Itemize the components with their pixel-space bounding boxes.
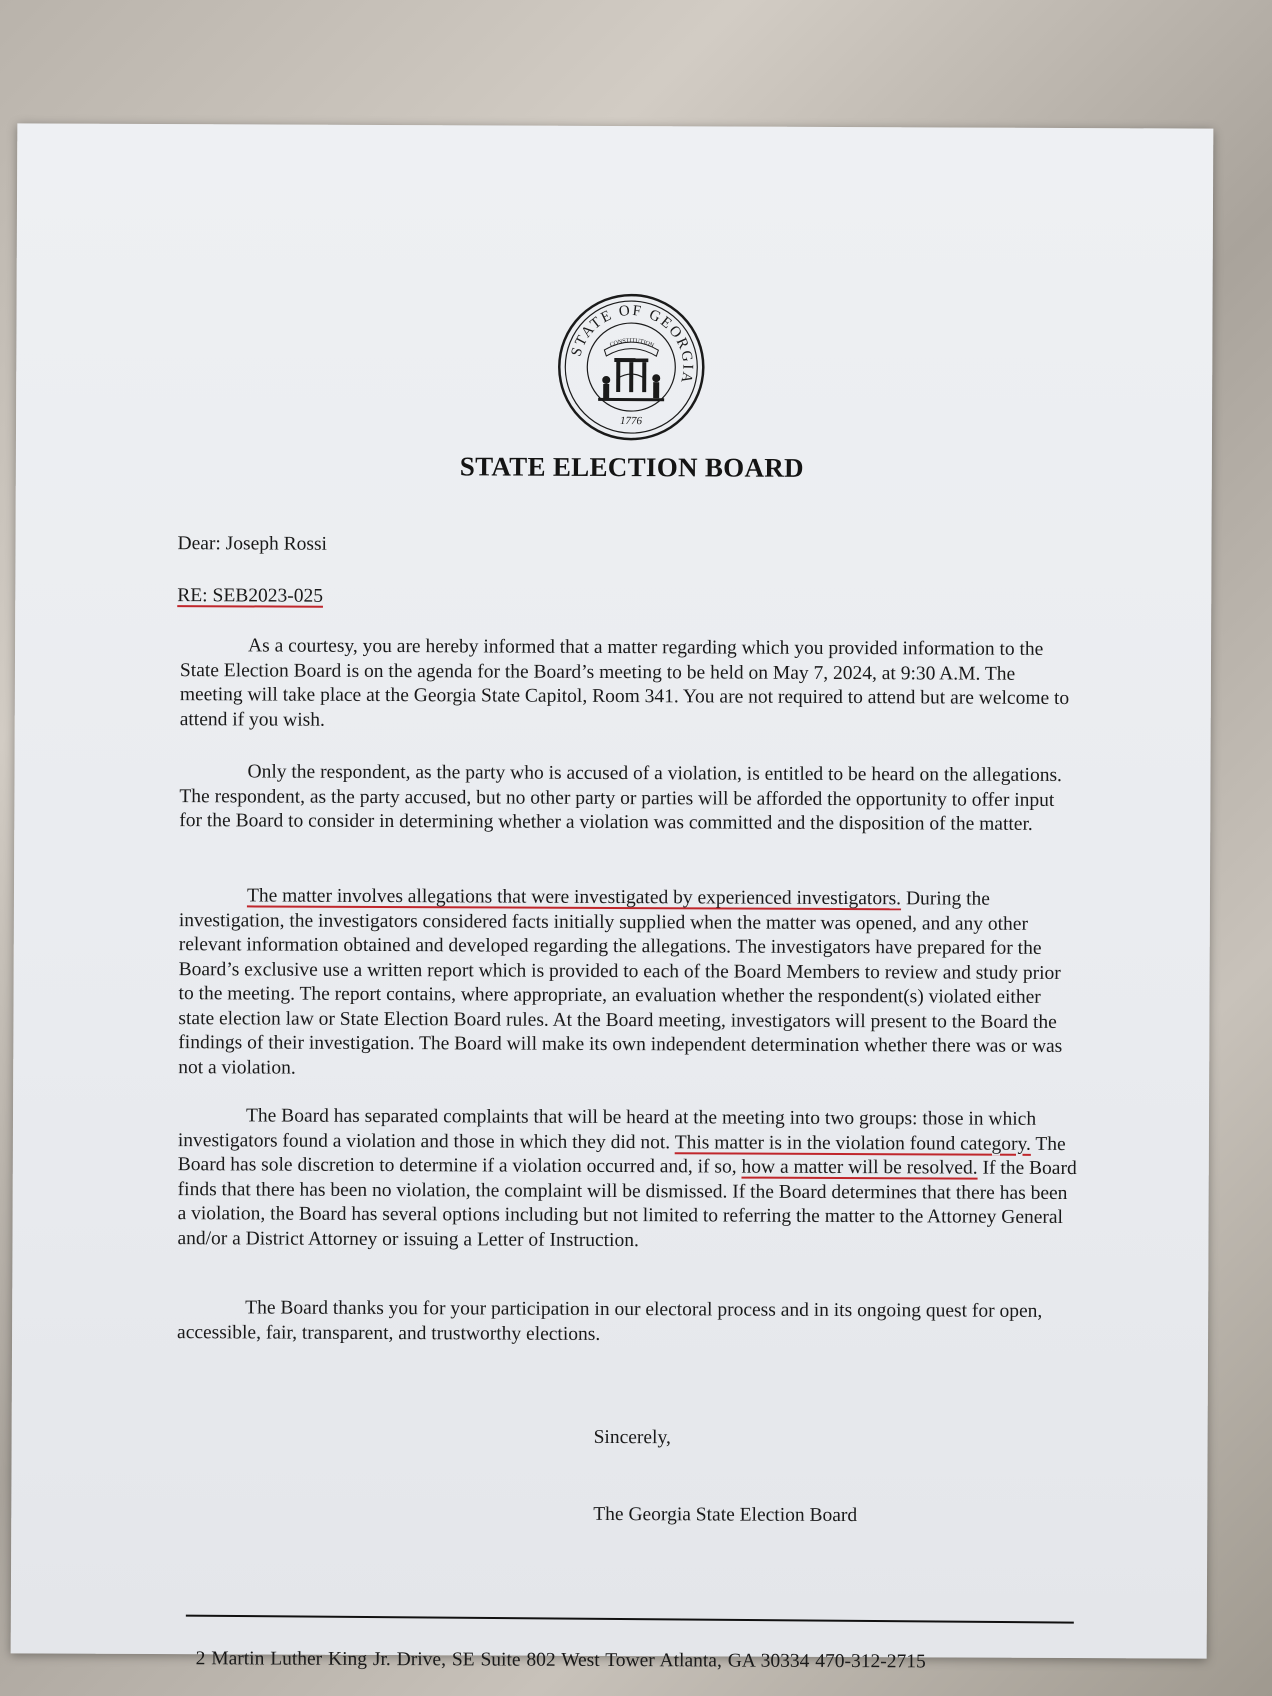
page-title: STATE ELECTION BOARD bbox=[459, 451, 804, 483]
highlighted-sentence-investigators: The matter involves allegations that were investigated by experienced investigators. bbox=[246, 885, 902, 910]
paragraph-2-text: Only the respondent, as the party who is accused of a violation, is entitled to be heard on the allegations. The respondent, as the party accused, but no other party or parties will be afforded the opportunity to offer input for the Board to consider in determining whether a violation was committed and the disposition of the matter. bbox=[179, 761, 1063, 835]
highlighted-sentence-violation-found: This matter is in the violation found category. bbox=[674, 1131, 1031, 1155]
svg-text:1776: 1776 bbox=[620, 415, 643, 428]
paragraph-1-text: As a courtesy, you are hereby informed that a matter regarding which you provided information to the State Election Board is on the agenda for the Board’s meeting to be held on May 7, 2024, at 9:30 A.M. The meeting will take place at the Georgia State Capitol, Room 341. You are not required to attend but are welcome to attend if you wish. bbox=[179, 635, 1070, 731]
paragraph-3 bbox=[178, 884, 1079, 1084]
closing: Sincerely, bbox=[593, 1426, 671, 1449]
footer-divider bbox=[186, 1615, 1074, 1624]
letter-page bbox=[11, 123, 1214, 1673]
paragraph-4-start: The Board has separated complaints that will be heard at the meeting into two groups: those in which investigators found a violation and those in which they did not. bbox=[177, 1105, 1037, 1153]
paragraph-4-mid: The Board has sole discretion to determine if a violation occurred and, if so, bbox=[177, 1133, 1066, 1178]
paragraph-1 bbox=[180, 634, 1080, 736]
highlighted-phrase-resolved: how a matter will be resolved. bbox=[741, 1156, 978, 1179]
georgia-state-seal bbox=[556, 292, 707, 443]
salutation: Dear: Joseph Rossi bbox=[177, 533, 328, 555]
paragraph-3-text: During the investigation, the investigators considered facts initially supplied when the matter was opened, and any other relevant information obtained and developed regarding the allegations. The investigators have prepared for the Board’s exclusive use a written report which is provided to each of the Board Members to review and study prior to the meeting. The report contains, where appropriate, an evaluation whether the respondent(s) violated either state election law or State Election Board rules. At the Board meeting, investigators will present to the Board the findings of their investigation. The Board will make its own independent determination whether there was or was not a violation. bbox=[178, 888, 1063, 1079]
paragraph-5 bbox=[177, 1296, 1077, 1349]
reference-line: RE: SEB2023-025 bbox=[177, 585, 324, 607]
svg-text:CONSTITUTION: CONSTITUTION bbox=[609, 338, 655, 350]
footer-address: 2 Martin Luther King Jr. Drive, SE Suite 802 West Tower Atlanta, GA 30334 470-312-2715 bbox=[195, 1648, 926, 1673]
paragraph-4-end: If the Board finds that there has been no violation, the complaint will be dismissed. If the Board determines that there has been a violation, the Board has several options including but not limited to referring the matter to the Attorney General and/or a District Attorney or issuing a Letter of Instruction. bbox=[177, 1157, 1077, 1251]
paragraph-2 bbox=[179, 760, 1079, 837]
signature-block: The Georgia State Election Board bbox=[593, 1503, 858, 1527]
paragraph-5-text: The Board thanks you for your participation in our electoral process and in its ongoing quest for open, accessible, fair, transparent, and trustworthy elections. bbox=[177, 1297, 1043, 1345]
svg-text:STATE OF GEORGIA: STATE OF GEORGIA bbox=[568, 302, 696, 387]
paragraph-4 bbox=[177, 1104, 1078, 1255]
